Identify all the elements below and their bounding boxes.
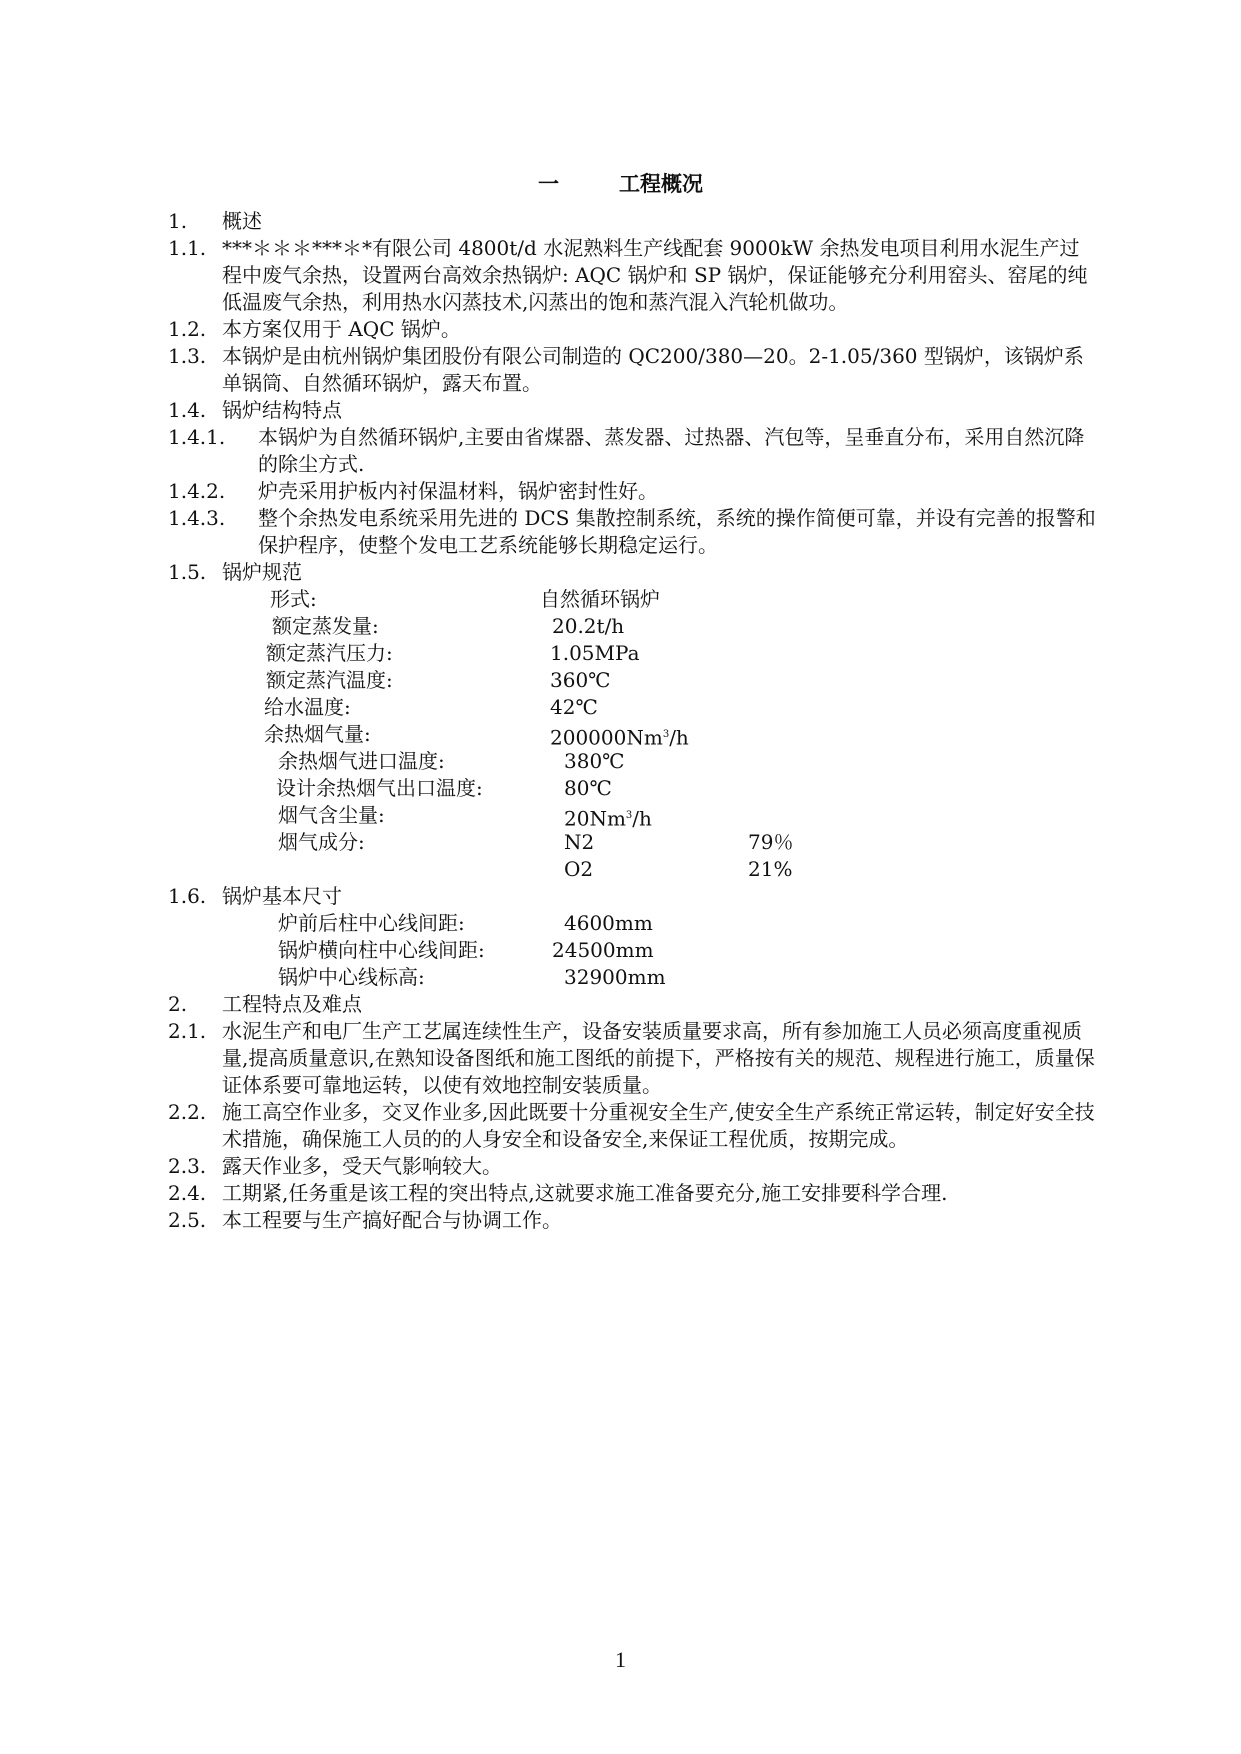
section-2-3: [168, 1153, 1098, 1180]
section-label: 2.5.: [168, 1208, 207, 1232]
dim-value: 4600mm: [564, 911, 653, 935]
spec-value: 20.2t/h: [552, 614, 625, 638]
spec-row: [168, 748, 1098, 775]
paragraph: ***＊＊＊***＊*有限公司 4800t/d 水泥熟料生产线配套 9000kW 余热发电项目利用水泥生产过程中废气余热，设置两台高效余热锅炉: AQC 锅炉和 SP 锅炉，保证能够充分利用窑头、窑尾的纯低温废气余热，利用热水闪蒸技术,闪蒸出的饱和蒸汽混入汽轮机做功。: [222, 236, 1088, 314]
section-label: 1.1.: [168, 236, 207, 260]
value-suffix: /h: [632, 806, 652, 831]
paragraph: 本锅炉是由杭州锅炉集团股份有限公司制造的 QC200/380—20。2-1.05/360 型锅炉，该锅炉系单锅筒、自然循环锅炉，露天布置。: [222, 344, 1084, 395]
spec-row: [168, 856, 1098, 883]
spec-row: [168, 775, 1098, 802]
spec-value: 380℃: [564, 749, 625, 773]
section-heading: 锅炉规范: [222, 560, 302, 584]
dim-row: [168, 937, 1098, 964]
section-heading: 锅炉结构特点: [222, 398, 342, 422]
composition-o2-percent: 21%: [748, 857, 793, 881]
section-2-2: [168, 1099, 1098, 1153]
spec-value: 360℃: [550, 668, 611, 692]
section-label: 1.3.: [168, 344, 207, 368]
dim-row: [168, 964, 1098, 991]
paragraph: 施工高空作业多，交叉作业多,因此既要十分重视安全生产,使安全生产系统正常运转，制定好安全技术措施，确保施工人员的的人身安全和设备安全,来保证工程优质，按期完成。: [222, 1100, 1095, 1151]
paragraph: 露天作业多，受天气影响较大。: [222, 1154, 502, 1178]
value-prefix: 200000Nm: [550, 725, 663, 750]
spec-key: 余热烟气量:: [264, 722, 371, 746]
dim-value: 32900mm: [564, 965, 666, 989]
spec-row: [168, 667, 1098, 694]
spec-row: [168, 694, 1098, 721]
spec-value: 42℃: [550, 695, 598, 719]
paragraph: 本工程要与生产搞好配合与协调工作。: [222, 1208, 562, 1232]
section-2: [168, 991, 1098, 1018]
paragraph: 工期紧,任务重是该工程的突出特点,这就要求施工准备要充分,施工安排要科学合理.: [222, 1181, 948, 1205]
section-1-4-2: [168, 478, 1098, 505]
spec-value: 自然循环锅炉: [540, 587, 660, 611]
section-1-4: [168, 397, 1098, 424]
section-1-4-1: [168, 424, 1098, 478]
dim-key: 锅炉中心线标高:: [278, 965, 425, 989]
dim-key: 炉前后柱中心线间距:: [278, 911, 465, 935]
dim-value: 24500mm: [552, 938, 654, 962]
paragraph: 本方案仅用于 AQC 锅炉。: [222, 317, 461, 341]
section-label: 2.1.: [168, 1019, 207, 1043]
spec-key: 额定蒸发量:: [272, 614, 379, 638]
section-label: 1.4.2.: [168, 479, 226, 503]
spec-key: 设计余热烟气出口温度:: [276, 776, 483, 800]
paragraph: 整个余热发电系统采用先进的 DCS 集散控制系统，系统的操作简便可靠，并设有完善的报警和保护程序，使整个发电工艺系统能够长期稳定运行。: [258, 506, 1096, 557]
value-superscript: 3: [625, 810, 633, 821]
section-1-5: [168, 559, 1098, 586]
section-1-6: [168, 883, 1098, 910]
spec-row: [168, 829, 1098, 856]
section-2-1: [168, 1018, 1098, 1099]
document-body: [168, 208, 1098, 1234]
spec-row: [168, 640, 1098, 667]
spec-value: 80℃: [564, 776, 612, 800]
spec-row: [168, 802, 1098, 829]
title-number: 一: [538, 172, 559, 196]
section-label: 2.4.: [168, 1181, 207, 1205]
page-title: [0, 168, 1241, 198]
section-heading: 概述: [222, 209, 262, 233]
title-text: 工程概况: [619, 172, 703, 196]
section-label: 1.5.: [168, 560, 207, 584]
section-label: 2.: [168, 992, 188, 1016]
dim-row: [168, 910, 1098, 937]
section-heading: 锅炉基本尺寸: [222, 884, 342, 908]
section-label: 1.: [168, 209, 188, 233]
value-superscript: 3: [662, 729, 670, 740]
dim-key: 锅炉横向柱中心线间距:: [278, 938, 485, 962]
section-2-5: [168, 1207, 1098, 1234]
section-label: 1.4.: [168, 398, 207, 422]
spec-row: [168, 613, 1098, 640]
section-1: [168, 208, 1098, 235]
section-label: 1.4.3.: [168, 506, 226, 530]
paragraph: 本锅炉为自然循环锅炉,主要由省煤器、蒸发器、过热器、汽包等，呈垂直分布，采用自然沉降的除尘方式.: [258, 425, 1085, 476]
page-number: 1: [615, 1647, 626, 1672]
section-1-2: [168, 316, 1098, 343]
section-label: 1.4.1.: [168, 425, 226, 449]
section-label: 2.2.: [168, 1100, 207, 1124]
section-2-4: [168, 1180, 1098, 1207]
section-label: 1.6.: [168, 884, 207, 908]
boiler-dimensions-list: [168, 910, 1098, 991]
section-1-4-3: [168, 505, 1098, 559]
paragraph: 水泥生产和电厂生产工艺属连续性生产，设备安装质量要求高，所有参加施工人员必须高度重视质量,提高质量意识,在熟知设备图纸和施工图纸的前提下，严格按有关的规范、规程进行施工，质量保证体系要可靠地运转，以使有效地控制安装质量。: [222, 1019, 1095, 1097]
section-1-3: [168, 343, 1098, 397]
section-heading: 工程特点及难点: [222, 992, 362, 1016]
composition-o2: O2: [564, 857, 594, 881]
spec-value: 1.05MPa: [550, 641, 640, 665]
spec-key: 额定蒸汽温度:: [266, 668, 393, 692]
value-prefix: 20Nm: [564, 806, 626, 831]
paragraph: 炉壳采用护板内衬保温材料，锅炉密封性好。: [258, 479, 658, 503]
spec-key: 烟气成分:: [278, 830, 365, 854]
composition-n2: N2: [564, 830, 595, 854]
boiler-spec-list: [168, 586, 1098, 883]
composition-n2-percent: 79％: [748, 830, 794, 854]
section-1-1: [168, 235, 1098, 316]
spec-row: [168, 586, 1098, 613]
spec-key: 给水温度:: [264, 695, 351, 719]
spec-row: [168, 721, 1098, 748]
value-suffix: /h: [669, 725, 689, 750]
section-label: 2.3.: [168, 1154, 207, 1178]
spec-key: 额定蒸汽压力:: [266, 641, 393, 665]
spec-key: 形式:: [270, 587, 317, 611]
section-label: 1.2.: [168, 317, 207, 341]
spec-key: 烟气含尘量:: [278, 803, 385, 827]
spec-key: 余热烟气进口温度:: [278, 749, 445, 773]
